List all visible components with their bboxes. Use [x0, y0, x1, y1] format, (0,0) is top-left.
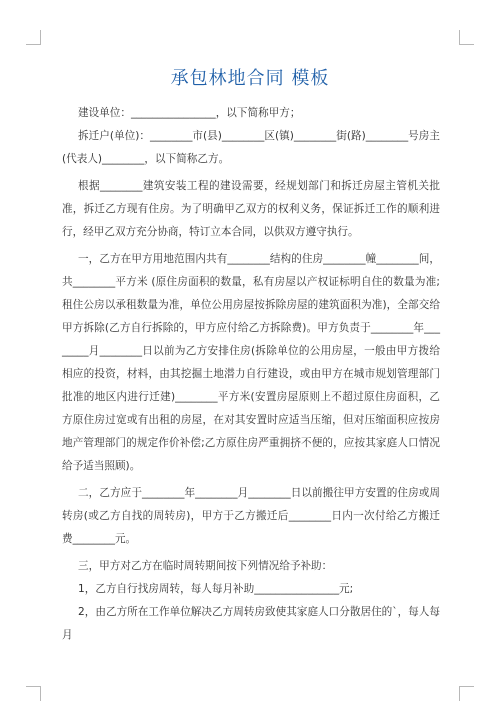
crop-mark-bottom-left [26, 686, 41, 701]
document-body [62, 102, 440, 647]
document-title: 承包林地合同 模板 [170, 68, 330, 89]
paragraph-preamble: 根据________建筑安装工程的建设需要，经规划部门和拆迁房屋主管机关批准，拆迁乙方现有住房。为了明确甲乙双方的权利义务，保证拆迁工作的顺利进行，经甲乙双方充分协商，特订立本合同，以供双方遵守执行。 [62, 180, 440, 238]
paragraph-party-a: 建设单位：________________，以下简称甲方； [78, 107, 301, 119]
crop-mark-top-right [459, 30, 474, 45]
paragraph-clause-1: 一，乙方在甲方用地范围内共有________结构的住房________幢________间，共________平方米 (原住房面积的数量，私有房屋以产权证标明自住的数量为准;租住公房以承租数量为准，单位公用房屋按拆除房屋的建筑面积为准)，全部交给甲方拆除(乙方自行拆除的，甲方应付给乙方拆除费)。甲方负责于________年________月________日以前为乙方安排住房(拆除单位的公用房屋，一般由甲方拨给相应的投资，材料，由其挖掘土地潜力自行建设，或由甲方在城市规划管理部门批准的地区内进行迁建)________平方米(安置房屋原则上不超过原住房面积，乙方原住房过宽或有出租的房屋，在对其安置时应适当压缩，但对压缩面积应按房地产管理部门的规定作价补偿;乙方原住房严重拥挤不便的，应按其家庭人口情况给予适当照顾)。 [62, 253, 440, 472]
paragraph-clause-3-item-2: 2，由乙方所在工作单位解决乙方周转房致使其家庭人口分散居住的`，每人每月 [62, 606, 440, 641]
crop-mark-bottom-right [459, 686, 474, 701]
paragraph-party-b: 拆迁户(单位)：________市(县)________区(镇)________街(路)________号房主(代表人)________，以下简称乙方。 [62, 130, 440, 165]
paragraph-clause-3-item-1: 1，乙方自行找房周转，每人每月补助________________元; [78, 583, 354, 595]
paragraph-clause-3: 三，甲方对乙方在临时周转期间按下列情况给予补助： [78, 560, 333, 572]
paragraph-clause-2: 二，乙方应于________年________月________日以前搬往甲方安置的住房或周转房(或乙方自找的周转房)，甲方于乙方搬迁后________日内一次付给乙方搬迁费________元。 [62, 487, 440, 545]
crop-mark-top-left [26, 30, 41, 45]
